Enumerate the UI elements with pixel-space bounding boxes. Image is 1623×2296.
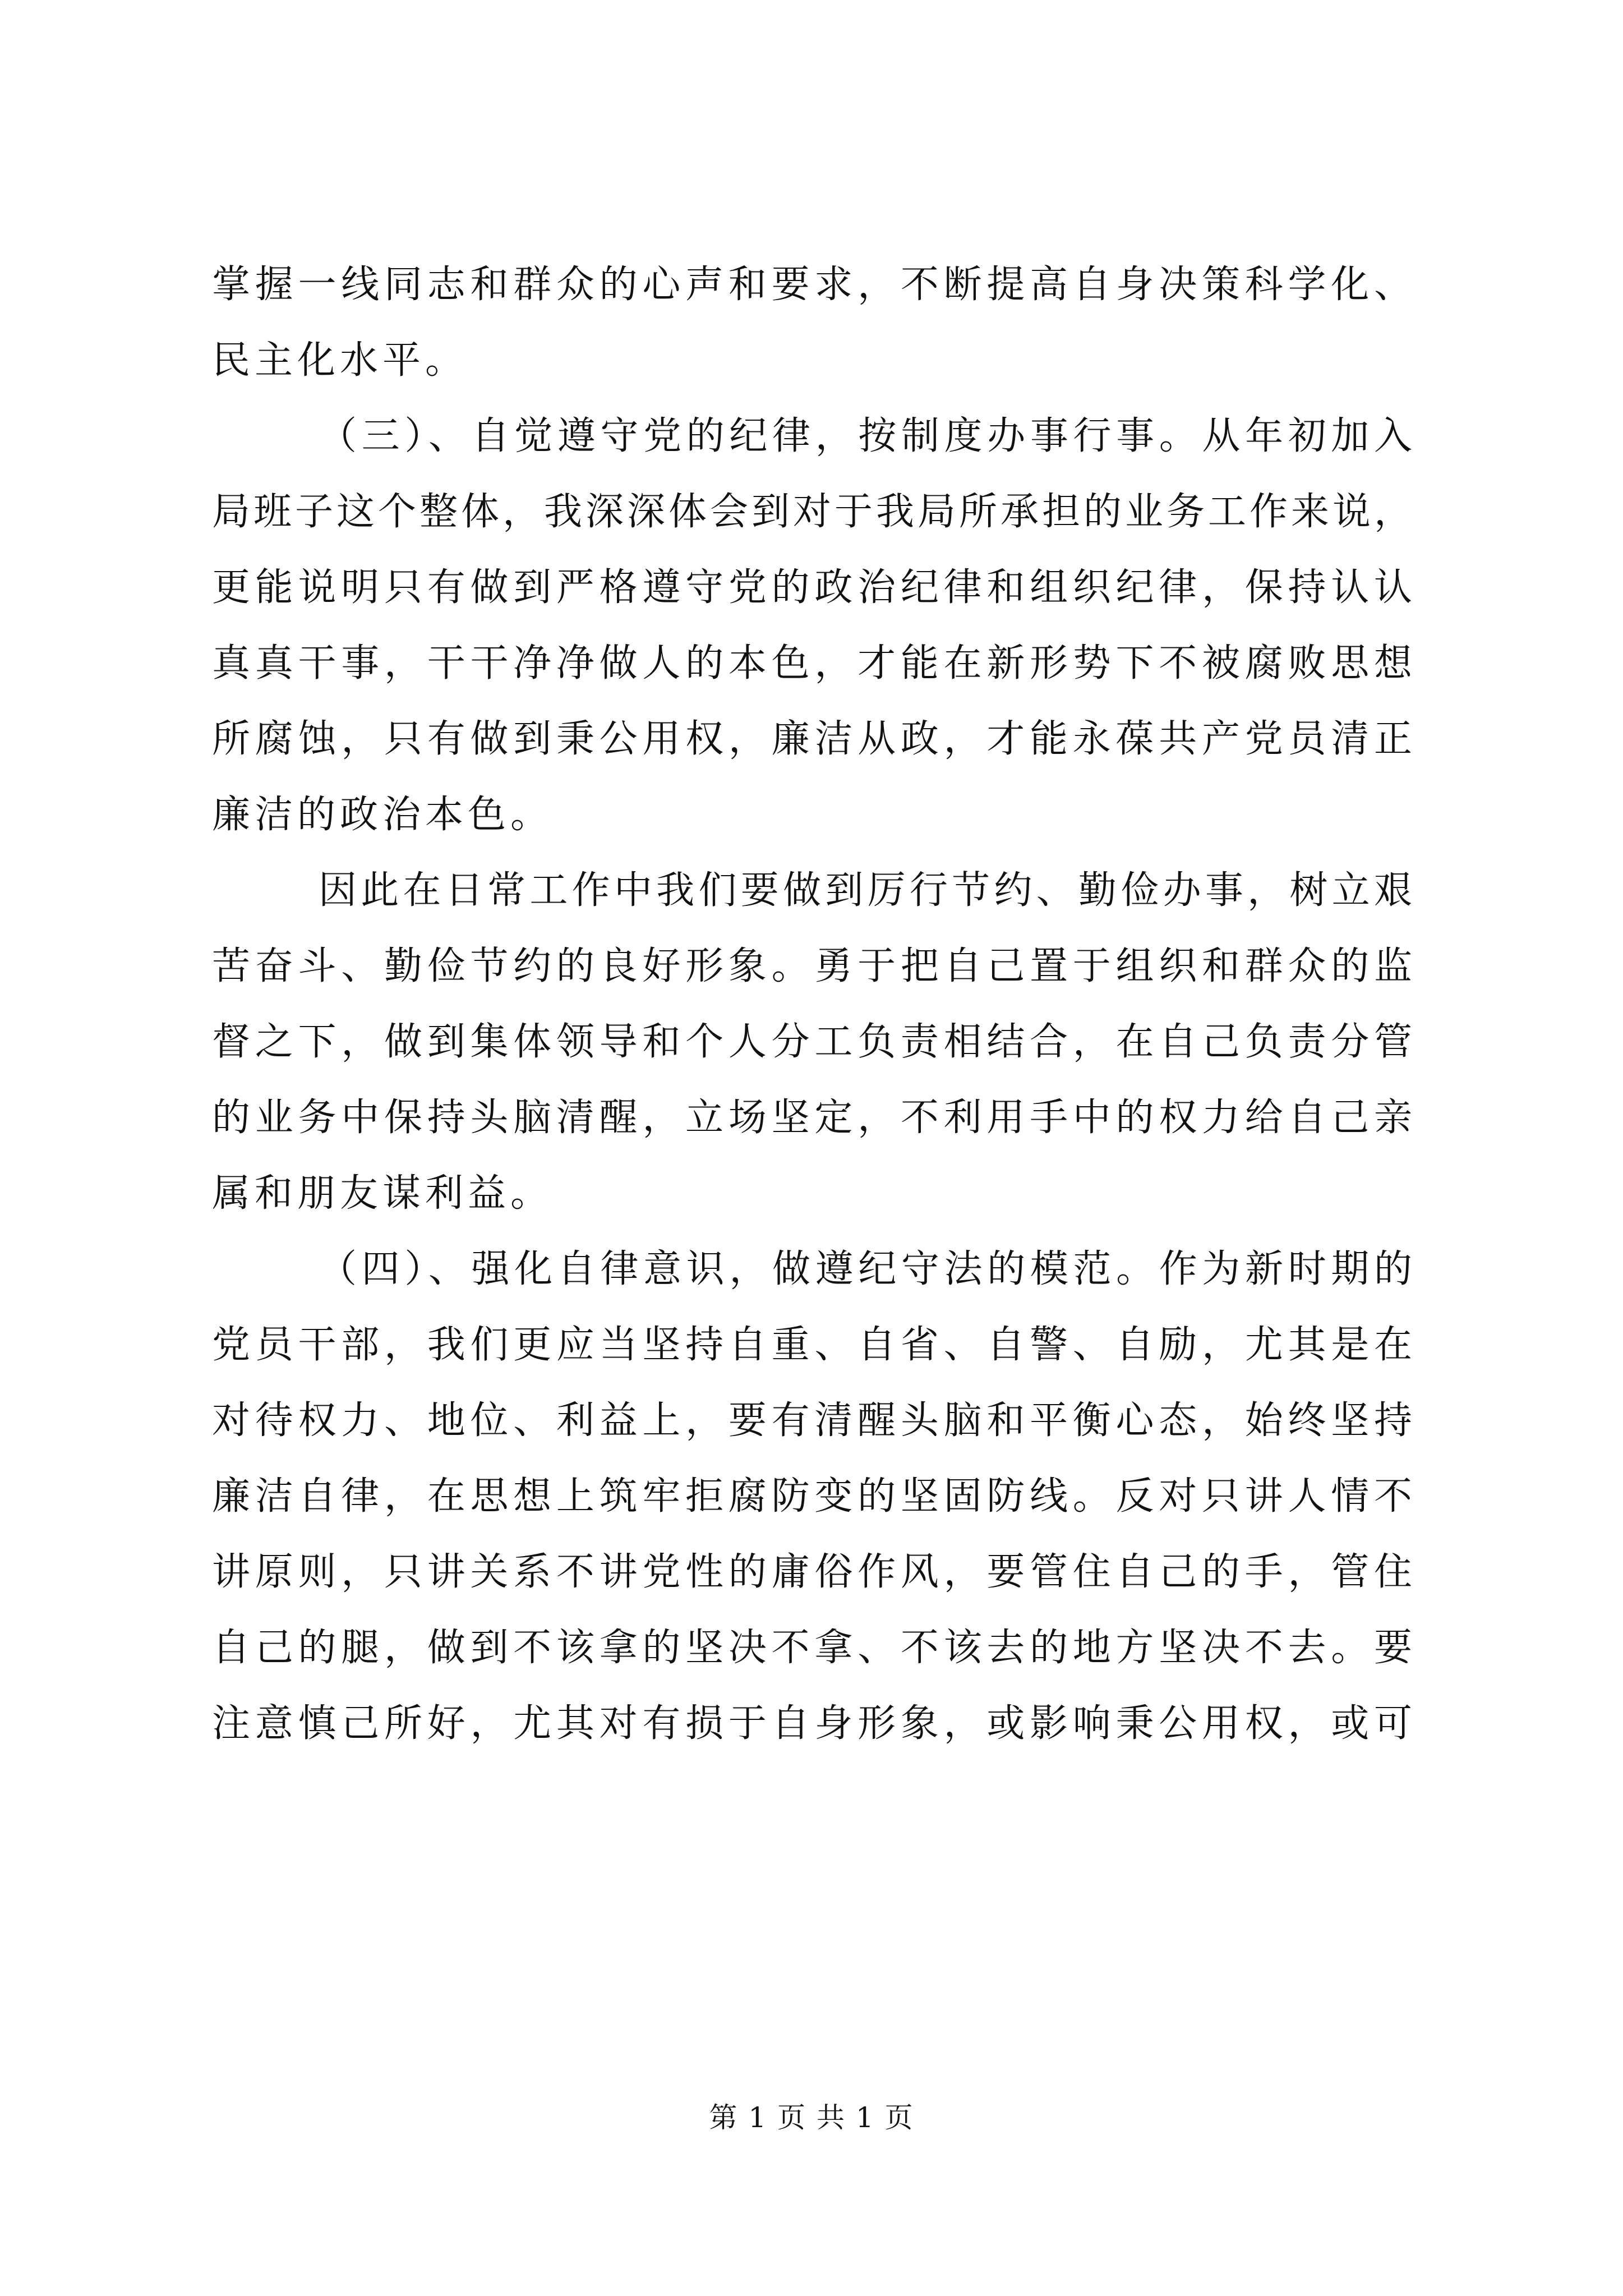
text-line: 更能说明只有做到严格遵守党的政治纪律和组织纪律，保持认认 (212, 565, 1412, 610)
text-line: 属和朋友谋利益。 (212, 1171, 554, 1216)
text-line: 的业务中保持头脑清醒，立场坚定，不利用手中的权力给自己亲 (212, 1096, 1412, 1140)
text-line: 所腐蚀，只有做到秉公用权，廉洁从政，才能永葆共产党员清正 (212, 717, 1412, 761)
text-line: 局班子这个整体，我深深体会到对于我局所承担的业务工作来说， (212, 490, 1412, 534)
text-line: 民主化水平。 (212, 338, 468, 383)
text-line: 廉洁的政治本色。 (212, 793, 554, 837)
text-line: 讲原则，只讲关系不讲党性的庸俗作风，要管住自己的手，管住 (212, 1550, 1412, 1594)
text-line: 廉洁自律，在思想上筑牢拒腐防变的坚固防线。反对只讲人情不 (212, 1474, 1412, 1519)
text-line: 注意慎己所好，尤其对有损于自身形象，或影响秉公用权，或可 (212, 1701, 1412, 1746)
text-line: 对待权力、地位、利益上，要有清醒头脑和平衡心态，始终坚持 (212, 1398, 1412, 1443)
text-line: 掌握一线同志和群众的心声和要求，不断提高自身决策科学化、 (212, 263, 1412, 307)
text-line: 真真干事，干干净净做人的本色，才能在新形势下不被腐败思想 (212, 641, 1412, 685)
text-line: 督之下，做到集体领导和个人分工负责相结合，在自己负责分管 (212, 1020, 1412, 1064)
page-number-footer: 第 1 页 共 1 页 (709, 2101, 914, 2134)
paragraph-heading-line: （三）、自觉遵守党的纪律，按制度办事行事。从年初加入 (319, 414, 1412, 458)
text-line: 党员干部，我们更应当坚持自重、自省、自警、自励，尤其是在 (212, 1323, 1412, 1367)
text-line: 苦奋斗、勤俭节约的良好形象。勇于把自己置于组织和群众的监 (212, 944, 1412, 988)
paragraph-heading-line: （四）、强化自律意识，做遵纪守法的模范。作为新时期的 (319, 1247, 1412, 1291)
text-line: 自己的腿，做到不该拿的坚决不拿、不该去的地方坚决不去。要 (212, 1626, 1412, 1670)
document-body (212, 247, 1412, 1761)
paragraph-first-line: 因此在日常工作中我们要做到厉行节约、勤俭办事，树立艰 (319, 868, 1412, 913)
